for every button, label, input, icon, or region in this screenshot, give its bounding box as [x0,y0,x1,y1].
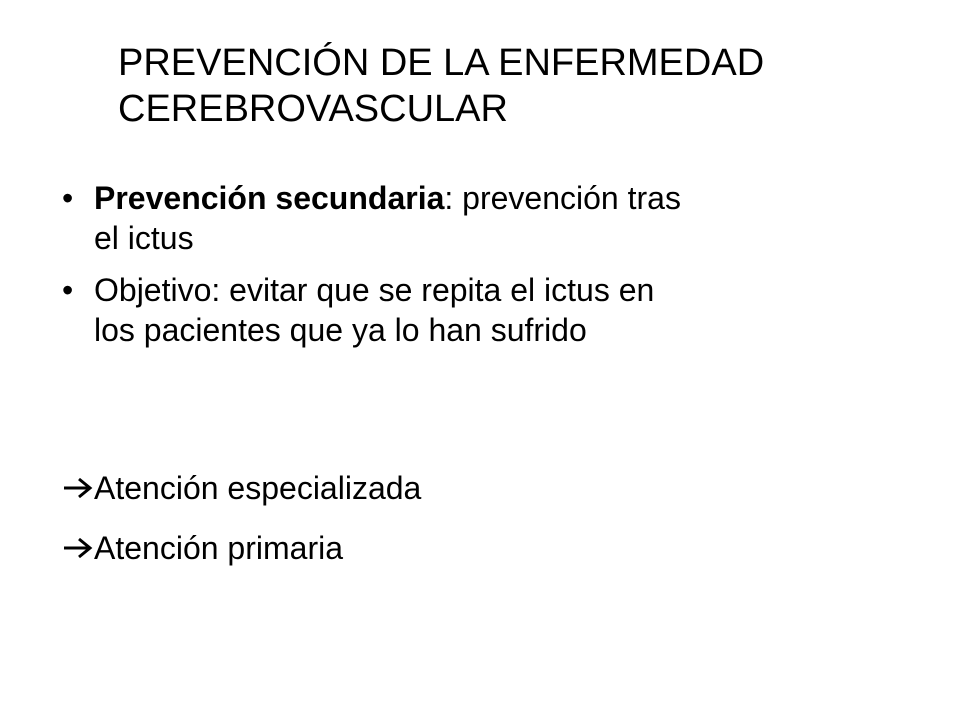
arrow-item-label: Atención especializada [94,470,422,506]
bullet-text: : prevención tras [444,180,681,216]
arrow-item-label: Atención primaria [94,530,343,566]
bullet-item-objective [62,270,922,350]
slide-title-line-1: PREVENCIÓN DE LA ENFERMEDAD [118,42,765,84]
bullet-line-1: Objetivo: evitar que se repita el ictus en [94,272,655,308]
bullet-item-secondary-prevention [62,178,922,258]
bullet-line-1 [94,178,922,218]
arrow-item-primary-care [62,528,922,568]
bullet-dot-icon: • [62,180,74,216]
slide-title [118,40,898,132]
right-arrow-icon [62,476,94,500]
right-arrow-icon [62,536,94,560]
bullet-list [62,178,922,362]
bullet-line-2: los pacientes que ya lo han sufrido [94,312,587,348]
slide-title-line-2: CEREBROVASCULAR [118,88,508,130]
bullet-line-2: el ictus [94,220,194,256]
bold-term: Prevención secundaria [94,180,445,216]
arrow-item-specialized-care [62,468,922,508]
bullet-dot-icon: • [62,272,74,308]
arrow-list [62,468,922,588]
